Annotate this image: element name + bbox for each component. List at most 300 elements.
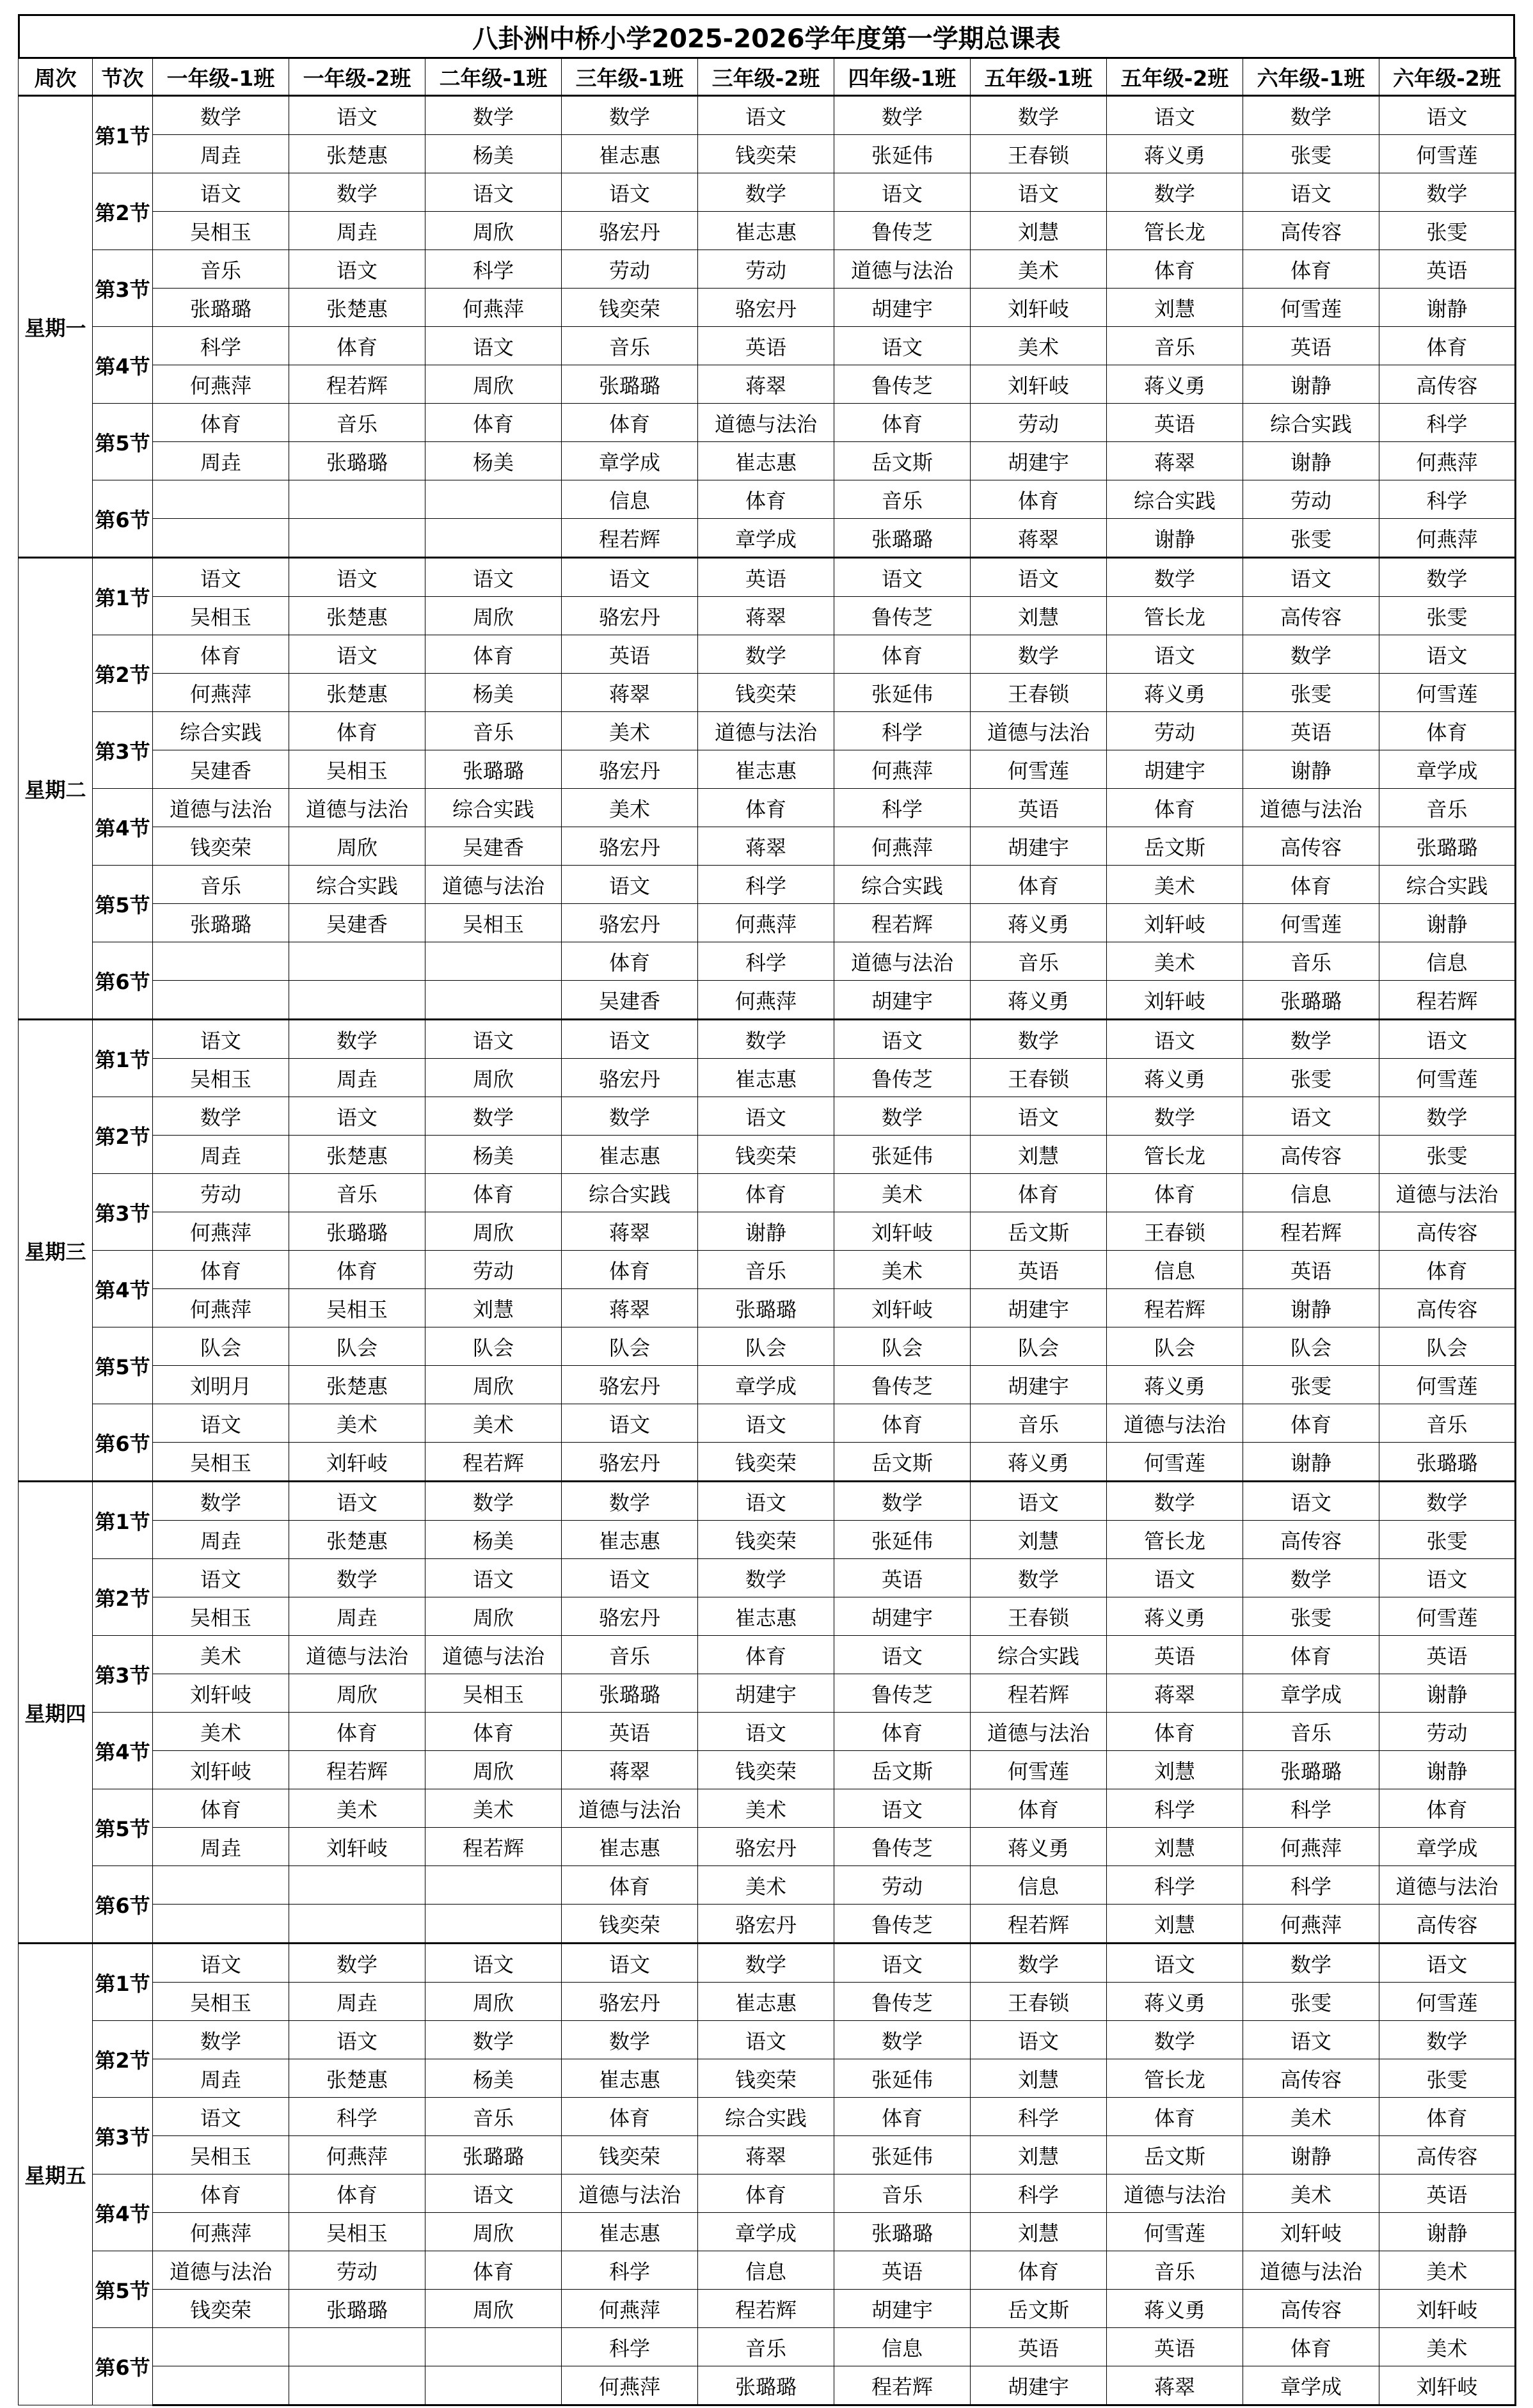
teacher-row <box>19 597 1516 635</box>
teacher-cell: 周欣 <box>425 1059 562 1097</box>
subject-cell: 数学 <box>1243 1559 1379 1597</box>
subject-cell <box>153 942 289 981</box>
teacher-cell: 程若辉 <box>289 1751 425 1789</box>
teacher-cell: 张延伟 <box>834 1136 971 1174</box>
teacher-cell: 吴建香 <box>425 827 562 866</box>
teacher-cell: 张楚惠 <box>289 289 425 327</box>
teacher-cell: 谢静 <box>1243 1443 1379 1482</box>
subject-cell: 体育 <box>971 1789 1107 1828</box>
subject-cell: 劳动 <box>834 1866 971 1905</box>
teacher-cell: 刘轩岐 <box>1379 2366 1516 2405</box>
teacher-cell: 崔志惠 <box>562 2213 698 2251</box>
subject-cell: 数学 <box>289 1559 425 1597</box>
teacher-cell: 蒋翠 <box>562 1212 698 1251</box>
teacher-cell: 张璐璐 <box>289 2290 425 2328</box>
subject-cell: 语文 <box>1379 635 1516 674</box>
subject-cell: 语文 <box>153 173 289 212</box>
subject-cell: 劳动 <box>1243 480 1379 519</box>
teacher-cell: 周欣 <box>425 212 562 250</box>
teacher-cell: 蒋翠 <box>971 519 1107 558</box>
teacher-cell: 谢静 <box>1243 750 1379 789</box>
subject-cell: 英语 <box>1379 2174 1516 2213</box>
subject-cell: 数学 <box>1107 558 1243 597</box>
subject-cell: 体育 <box>1107 2098 1243 2136</box>
subject-cell: 音乐 <box>698 1251 834 1289</box>
teacher-cell: 蒋翠 <box>698 365 834 404</box>
teacher-cell: 周欣 <box>425 2290 562 2328</box>
subject-cell: 体育 <box>971 866 1107 904</box>
subject-row <box>19 2328 1516 2366</box>
subject-cell: 语文 <box>698 1097 834 1136</box>
subject-row <box>19 404 1516 442</box>
teacher-cell: 骆宏丹 <box>562 1983 698 2021</box>
teacher-cell: 何燕萍 <box>1243 1905 1379 1944</box>
subject-cell: 科学 <box>1243 1866 1379 1905</box>
teacher-cell: 蒋义勇 <box>1107 1366 1243 1404</box>
subject-cell: 道德与法治 <box>1107 1404 1243 1443</box>
teacher-cell: 管长龙 <box>1107 212 1243 250</box>
teacher-cell: 章学成 <box>698 2213 834 2251</box>
subject-cell <box>425 480 562 519</box>
teacher-cell <box>425 519 562 558</box>
teacher-cell: 岳文斯 <box>1107 827 1243 866</box>
subject-cell: 语文 <box>562 173 698 212</box>
teacher-cell: 胡建宇 <box>971 2366 1107 2405</box>
teacher-cell: 何燕萍 <box>153 1289 289 1327</box>
header-class: 三年级-2班 <box>698 58 834 96</box>
subject-cell: 语文 <box>1243 1482 1379 1521</box>
subject-cell: 体育 <box>425 1713 562 1751</box>
subject-cell: 体育 <box>562 1251 698 1289</box>
teacher-cell: 周垚 <box>153 1521 289 1559</box>
teacher-cell: 张璐璐 <box>153 904 289 942</box>
teacher-cell: 周欣 <box>425 1212 562 1251</box>
teacher-cell: 胡建宇 <box>971 827 1107 866</box>
teacher-row <box>19 1828 1516 1866</box>
teacher-cell: 高传容 <box>1243 1136 1379 1174</box>
subject-cell: 体育 <box>425 635 562 674</box>
subject-cell: 体育 <box>1243 2328 1379 2366</box>
teacher-cell: 刘慧 <box>971 2213 1107 2251</box>
subject-row <box>19 2174 1516 2213</box>
subject-cell: 语文 <box>1379 1559 1516 1597</box>
teacher-row <box>19 2213 1516 2251</box>
teacher-cell: 刘轩岐 <box>971 289 1107 327</box>
teacher-cell: 周垚 <box>289 1983 425 2021</box>
teacher-cell <box>425 981 562 1020</box>
teacher-cell: 王春锁 <box>971 1983 1107 2021</box>
teacher-cell: 何燕萍 <box>562 2366 698 2405</box>
teacher-cell: 刘慧 <box>971 2136 1107 2174</box>
subject-cell: 数学 <box>1379 1097 1516 1136</box>
subject-cell: 美术 <box>562 789 698 827</box>
subject-cell: 语文 <box>425 327 562 365</box>
subject-cell: 队会 <box>971 1327 1107 1366</box>
period-label: 第3节 <box>93 1174 153 1251</box>
subject-cell: 体育 <box>698 2174 834 2213</box>
teacher-cell: 吴相玉 <box>289 1289 425 1327</box>
subject-cell: 综合实践 <box>834 866 971 904</box>
subject-cell: 语文 <box>971 558 1107 597</box>
teacher-cell: 周垚 <box>153 442 289 480</box>
teacher-cell: 谢静 <box>1243 1289 1379 1327</box>
subject-cell: 体育 <box>425 2251 562 2290</box>
teacher-cell: 张雯 <box>1243 1366 1379 1404</box>
subject-cell: 劳动 <box>562 250 698 289</box>
teacher-cell: 张延伟 <box>834 2059 971 2098</box>
teacher-cell: 章学成 <box>1243 2366 1379 2405</box>
subject-cell: 语文 <box>289 2021 425 2059</box>
subject-cell: 数学 <box>562 1482 698 1521</box>
subject-cell: 道德与法治 <box>1379 1174 1516 1212</box>
subject-cell <box>153 2328 289 2366</box>
teacher-cell: 张雯 <box>1379 212 1516 250</box>
subject-cell: 音乐 <box>698 2328 834 2366</box>
subject-cell: 道德与法治 <box>1243 2251 1379 2290</box>
teacher-cell: 程若辉 <box>289 365 425 404</box>
subject-cell: 语文 <box>153 1020 289 1059</box>
teacher-cell: 高传容 <box>1243 2290 1379 2328</box>
teacher-cell: 杨美 <box>425 2059 562 2098</box>
teacher-row <box>19 519 1516 558</box>
teacher-cell: 胡建宇 <box>834 289 971 327</box>
subject-row <box>19 558 1516 597</box>
subject-cell: 体育 <box>562 1866 698 1905</box>
period-label: 第4节 <box>93 327 153 404</box>
subject-cell: 数学 <box>698 1020 834 1059</box>
teacher-cell: 高传容 <box>1379 365 1516 404</box>
subject-cell: 英语 <box>971 789 1107 827</box>
subject-cell: 英语 <box>1243 327 1379 365</box>
teacher-cell: 刘轩岐 <box>1107 981 1243 1020</box>
teacher-cell: 何燕萍 <box>698 904 834 942</box>
subject-row <box>19 1251 1516 1289</box>
teacher-cell: 刘慧 <box>971 2059 1107 2098</box>
weekday-label: 星期五 <box>19 1944 93 2405</box>
subject-cell: 美术 <box>834 1174 971 1212</box>
period-label: 第1节 <box>93 96 153 173</box>
subject-cell: 道德与法治 <box>834 942 971 981</box>
subject-cell: 数学 <box>562 2021 698 2059</box>
teacher-cell: 何燕萍 <box>834 750 971 789</box>
subject-cell: 数学 <box>425 2021 562 2059</box>
subject-cell: 体育 <box>1243 1404 1379 1443</box>
subject-row <box>19 635 1516 674</box>
teacher-cell: 鲁传芝 <box>834 365 971 404</box>
subject-cell: 音乐 <box>834 480 971 519</box>
teacher-cell: 程若辉 <box>1379 981 1516 1020</box>
subject-cell: 劳动 <box>1379 1713 1516 1751</box>
teacher-cell: 周欣 <box>425 1597 562 1636</box>
teacher-cell: 吴相玉 <box>153 1059 289 1097</box>
teacher-row <box>19 2059 1516 2098</box>
subject-cell: 美术 <box>1243 2098 1379 2136</box>
subject-cell: 音乐 <box>971 1404 1107 1443</box>
subject-cell: 体育 <box>834 635 971 674</box>
teacher-cell: 刘慧 <box>971 212 1107 250</box>
subject-cell: 综合实践 <box>562 1174 698 1212</box>
teacher-cell: 蒋翠 <box>562 1751 698 1789</box>
subject-cell: 音乐 <box>289 404 425 442</box>
subject-cell: 英语 <box>834 2251 971 2290</box>
subject-cell: 语文 <box>971 2021 1107 2059</box>
teacher-cell: 张楚惠 <box>289 1136 425 1174</box>
period-label: 第1节 <box>93 1944 153 2021</box>
teacher-cell: 崔志惠 <box>562 2059 698 2098</box>
period-label: 第3节 <box>93 250 153 327</box>
subject-cell: 队会 <box>698 1327 834 1366</box>
subject-cell: 队会 <box>1107 1327 1243 1366</box>
subject-row <box>19 2251 1516 2290</box>
teacher-cell: 张雯 <box>1379 1521 1516 1559</box>
teacher-cell: 张雯 <box>1243 1983 1379 2021</box>
subject-cell <box>425 2328 562 2366</box>
teacher-row <box>19 289 1516 327</box>
period-label: 第4节 <box>93 1713 153 1789</box>
teacher-cell: 刘慧 <box>1107 1905 1243 1944</box>
subject-cell: 语文 <box>1379 1020 1516 1059</box>
subject-cell: 音乐 <box>834 2174 971 2213</box>
subject-cell: 语文 <box>1107 1020 1243 1059</box>
subject-cell: 数学 <box>1107 1482 1243 1521</box>
teacher-cell: 周欣 <box>425 2213 562 2251</box>
teacher-cell: 张璐璐 <box>1379 827 1516 866</box>
subject-cell <box>289 2328 425 2366</box>
subject-cell: 语文 <box>425 1020 562 1059</box>
teacher-cell: 骆宏丹 <box>562 827 698 866</box>
teacher-cell: 蒋义勇 <box>1107 2290 1243 2328</box>
subject-cell: 数学 <box>834 96 971 135</box>
teacher-cell: 钱奕荣 <box>698 1521 834 1559</box>
period-label: 第4节 <box>93 2174 153 2251</box>
subject-cell: 美术 <box>1379 2251 1516 2290</box>
header-row <box>19 58 1516 96</box>
teacher-cell: 蒋翠 <box>562 674 698 712</box>
subject-cell: 信息 <box>562 480 698 519</box>
subject-cell: 美术 <box>153 1636 289 1674</box>
teacher-cell: 钱奕荣 <box>562 1905 698 1944</box>
subject-cell: 体育 <box>698 480 834 519</box>
teacher-cell: 岳文斯 <box>834 1443 971 1482</box>
teacher-cell: 吴建香 <box>289 904 425 942</box>
subject-cell: 体育 <box>1243 1636 1379 1674</box>
subject-cell: 音乐 <box>1243 1713 1379 1751</box>
subject-cell: 综合实践 <box>153 712 289 750</box>
subject-cell: 美术 <box>562 712 698 750</box>
teacher-cell: 高传容 <box>1379 1212 1516 1251</box>
teacher-cell: 蒋义勇 <box>1107 1597 1243 1636</box>
subject-cell: 体育 <box>562 942 698 981</box>
subject-cell: 信息 <box>971 1866 1107 1905</box>
teacher-cell: 崔志惠 <box>698 750 834 789</box>
header-class: 六年级-2班 <box>1379 58 1516 96</box>
teacher-cell: 鲁传芝 <box>834 212 971 250</box>
period-label: 第6节 <box>93 1866 153 1944</box>
subject-cell: 体育 <box>289 327 425 365</box>
teacher-cell: 骆宏丹 <box>698 1905 834 1944</box>
subject-cell: 道德与法治 <box>971 1713 1107 1751</box>
subject-cell: 科学 <box>698 942 834 981</box>
subject-cell: 数学 <box>971 96 1107 135</box>
header-class: 一年级-1班 <box>153 58 289 96</box>
teacher-cell: 胡建宇 <box>834 981 971 1020</box>
subject-cell: 英语 <box>698 327 834 365</box>
subject-cell: 数学 <box>1243 1944 1379 1983</box>
subject-cell: 语文 <box>1243 1097 1379 1136</box>
subject-cell: 美术 <box>425 1789 562 1828</box>
subject-cell: 美术 <box>425 1404 562 1443</box>
subject-cell: 数学 <box>153 2021 289 2059</box>
teacher-cell: 何燕萍 <box>425 289 562 327</box>
teacher-cell: 何燕萍 <box>153 1212 289 1251</box>
teacher-cell: 章学成 <box>1379 750 1516 789</box>
subject-cell: 语文 <box>289 250 425 289</box>
subject-cell: 信息 <box>1107 1251 1243 1289</box>
subject-cell: 语文 <box>971 173 1107 212</box>
subject-cell: 综合实践 <box>289 866 425 904</box>
teacher-cell: 吴相玉 <box>153 212 289 250</box>
subject-cell: 体育 <box>425 404 562 442</box>
teacher-cell: 鲁传芝 <box>834 1674 971 1713</box>
subject-cell: 语文 <box>289 635 425 674</box>
teacher-cell <box>425 2366 562 2405</box>
subject-cell: 科学 <box>834 789 971 827</box>
subject-cell: 信息 <box>1379 942 1516 981</box>
teacher-cell: 何燕萍 <box>1243 1828 1379 1866</box>
teacher-cell <box>289 981 425 1020</box>
subject-cell: 综合实践 <box>425 789 562 827</box>
subject-cell: 数学 <box>834 1482 971 1521</box>
teacher-cell: 钱奕荣 <box>153 827 289 866</box>
subject-cell: 综合实践 <box>698 2098 834 2136</box>
subject-cell: 道德与法治 <box>425 866 562 904</box>
subject-cell: 科学 <box>1107 1866 1243 1905</box>
teacher-cell: 何雪莲 <box>1379 135 1516 173</box>
teacher-cell <box>425 1905 562 1944</box>
header-class: 六年级-1班 <box>1243 58 1379 96</box>
subject-cell: 语文 <box>562 1020 698 1059</box>
subject-cell: 体育 <box>289 1251 425 1289</box>
period-label: 第2节 <box>93 1559 153 1636</box>
subject-cell: 美术 <box>1107 942 1243 981</box>
subject-cell: 队会 <box>1379 1327 1516 1366</box>
subject-cell: 道德与法治 <box>153 2251 289 2290</box>
subject-cell: 体育 <box>1379 1251 1516 1289</box>
subject-cell: 道德与法治 <box>971 712 1107 750</box>
teacher-cell: 杨美 <box>425 1521 562 1559</box>
teacher-cell: 蒋翠 <box>1107 2366 1243 2405</box>
subject-cell <box>289 480 425 519</box>
subject-cell: 语文 <box>153 1559 289 1597</box>
teacher-cell: 张雯 <box>1243 135 1379 173</box>
teacher-cell: 刘轩岐 <box>834 1289 971 1327</box>
subject-cell: 道德与法治 <box>562 2174 698 2213</box>
teacher-cell: 蒋义勇 <box>1107 365 1243 404</box>
subject-cell: 科学 <box>1379 480 1516 519</box>
subject-cell: 体育 <box>153 1789 289 1828</box>
teacher-cell: 何燕萍 <box>698 981 834 1020</box>
teacher-cell: 谢静 <box>1243 442 1379 480</box>
teacher-cell: 岳文斯 <box>1107 2136 1243 2174</box>
subject-cell: 语文 <box>1243 173 1379 212</box>
subject-row <box>19 250 1516 289</box>
teacher-row <box>19 750 1516 789</box>
teacher-cell: 谢静 <box>698 1212 834 1251</box>
teacher-cell: 高传容 <box>1379 1289 1516 1327</box>
teacher-cell: 杨美 <box>425 135 562 173</box>
teacher-cell: 刘慧 <box>971 1521 1107 1559</box>
subject-cell: 音乐 <box>289 1174 425 1212</box>
subject-cell: 语文 <box>698 1404 834 1443</box>
teacher-cell: 蒋义勇 <box>971 981 1107 1020</box>
teacher-cell: 程若辉 <box>971 1905 1107 1944</box>
teacher-cell: 程若辉 <box>971 1674 1107 1713</box>
teacher-cell: 何雪莲 <box>1107 1443 1243 1482</box>
teacher-cell: 程若辉 <box>834 904 971 942</box>
subject-cell: 数学 <box>698 1944 834 1983</box>
subject-cell: 道德与法治 <box>1107 2174 1243 2213</box>
teacher-row <box>19 1983 1516 2021</box>
teacher-cell: 骆宏丹 <box>562 212 698 250</box>
teacher-cell: 蒋翠 <box>1107 1674 1243 1713</box>
teacher-cell: 张楚惠 <box>289 674 425 712</box>
subject-cell: 道德与法治 <box>834 250 971 289</box>
teacher-cell: 鲁传芝 <box>834 1366 971 1404</box>
timetable-grid <box>18 57 1516 2406</box>
subject-cell <box>153 1866 289 1905</box>
teacher-cell: 刘明月 <box>153 1366 289 1404</box>
teacher-cell: 蒋翠 <box>698 2136 834 2174</box>
subject-cell: 语文 <box>698 2021 834 2059</box>
teacher-cell: 谢静 <box>1379 1751 1516 1789</box>
subject-cell: 体育 <box>834 1404 971 1443</box>
teacher-cell <box>289 519 425 558</box>
teacher-cell: 吴建香 <box>562 981 698 1020</box>
teacher-cell: 钱奕荣 <box>562 289 698 327</box>
subject-cell: 道德与法治 <box>698 712 834 750</box>
subject-cell: 英语 <box>562 1713 698 1751</box>
subject-cell: 队会 <box>425 1327 562 1366</box>
subject-cell: 劳动 <box>153 1174 289 1212</box>
subject-cell: 科学 <box>289 2098 425 2136</box>
teacher-row <box>19 981 1516 1020</box>
subject-cell: 数学 <box>562 96 698 135</box>
subject-cell: 综合实践 <box>1379 866 1516 904</box>
subject-cell: 体育 <box>153 2174 289 2213</box>
subject-cell: 英语 <box>1379 1636 1516 1674</box>
subject-cell: 队会 <box>834 1327 971 1366</box>
subject-row <box>19 2021 1516 2059</box>
subject-cell: 体育 <box>971 2251 1107 2290</box>
teacher-cell: 张楚惠 <box>289 1366 425 1404</box>
teacher-cell: 骆宏丹 <box>562 597 698 635</box>
header-class: 五年级-1班 <box>971 58 1107 96</box>
timetable-title: 八卦洲中桥小学2025-2026学年度第一学期总课表 <box>18 14 1515 57</box>
teacher-cell: 何燕萍 <box>153 365 289 404</box>
subject-cell: 体育 <box>289 2174 425 2213</box>
teacher-cell: 鲁传芝 <box>834 1983 971 2021</box>
subject-row <box>19 96 1516 135</box>
subject-cell: 语文 <box>834 173 971 212</box>
subject-cell: 科学 <box>562 2251 698 2290</box>
teacher-row <box>19 2290 1516 2328</box>
subject-cell: 语文 <box>1243 2021 1379 2059</box>
teacher-cell: 吴相玉 <box>153 597 289 635</box>
period-label: 第4节 <box>93 1251 153 1327</box>
subject-cell <box>289 1866 425 1905</box>
teacher-cell: 钱奕荣 <box>153 2290 289 2328</box>
subject-cell: 美术 <box>289 1789 425 1828</box>
